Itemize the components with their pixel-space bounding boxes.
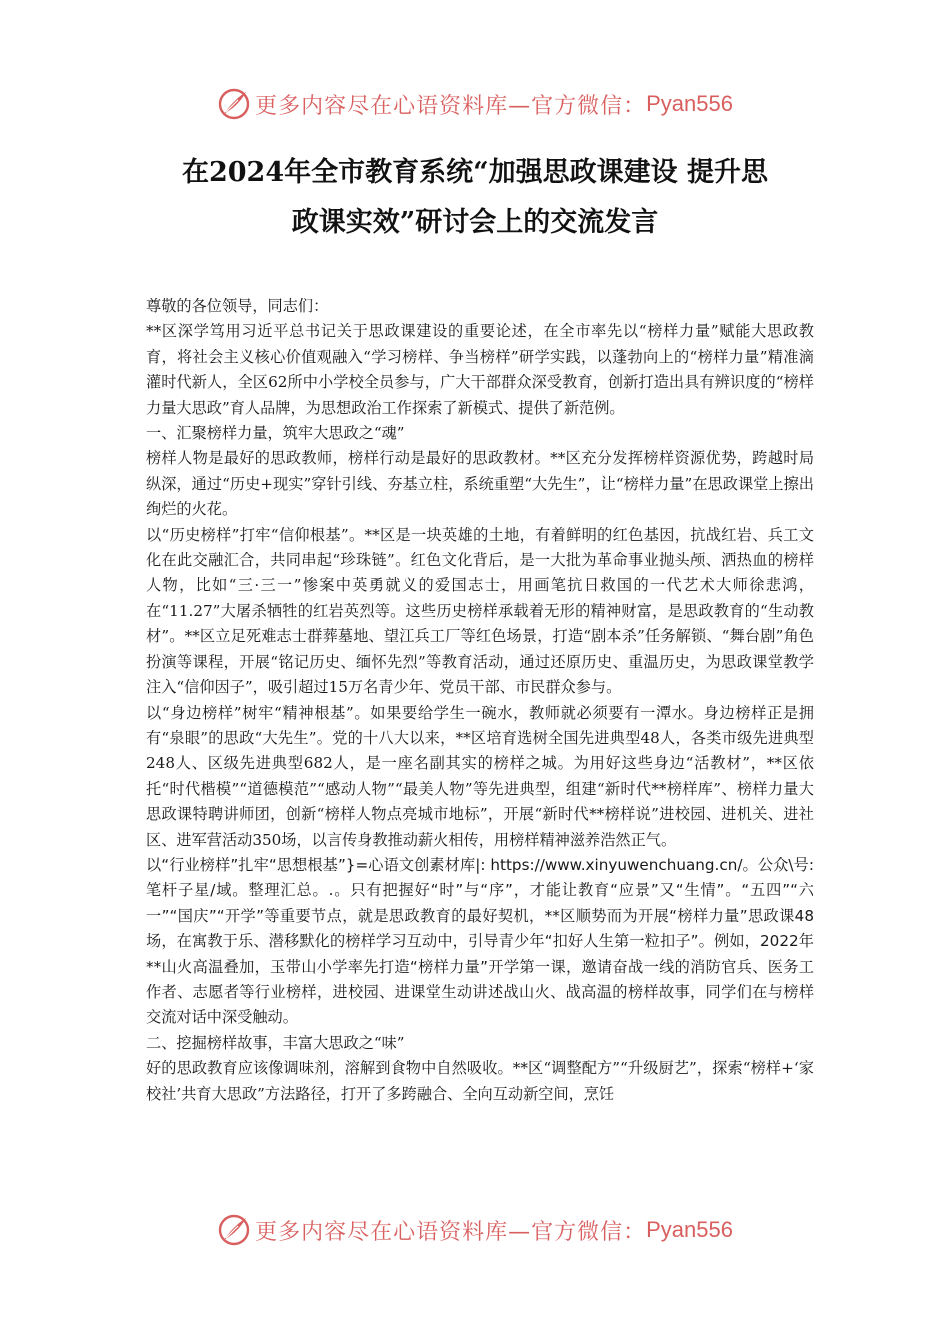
section-heading-1: 一、汇聚榜样力量，筑牢大思政之“魂”	[146, 424, 405, 443]
quill-logo-icon	[217, 1213, 251, 1247]
document-title	[100, 148, 850, 248]
watermark-banner-top	[0, 82, 950, 126]
banner-text: 更多内容尽在心语资料库—官方微信：	[255, 93, 647, 119]
paragraph: 好的思政教育应该像调味剂，溶解到食物中自然吸收。**区“调整配方”“升级厨艺”，探索“榜样+‘家校社’共育大思政”方法路径，打开了多跨融合、全向互动新空间，烹饪	[146, 1059, 814, 1103]
banner-wechat-id: Pyan556	[646, 1217, 733, 1242]
title-line-2: 政课实效”研讨会上的交流发言	[291, 207, 659, 238]
banner-wechat-id: Pyan556	[646, 91, 733, 116]
title-line-1: 在2024年全市教育系统“加强思政课建设 提升思	[181, 157, 769, 188]
quill-logo-icon	[217, 87, 251, 121]
paragraph: 以“身边榜样”树牢“精神根基”。如果要给学生一碗水，教师就必须要有一潭水。身边榜样正是拥有“泉眼”的思政“大先生”。党的十八大以来，**区培育选树全国先进典型48人，各类市级先进典型248人、区级先进典型682人，是一座名副其实的榜样之城。为用好这些身边“活教材”，**区依托“时代楷模”“道德模范”“感动人物”“最美人物”等先进典型，组建“新时代**榜样库”、榜样力量大思政课特聘讲师团，创新“榜样人物点亮城市地标”，开展“新时代**榜样说”进校园、进机关、进社区、进军营活动350场，以言传身教推动薪火相传，用榜样精神滋养浩然正气。	[146, 703, 814, 849]
salutation: 尊敬的各位领导，同志们：	[146, 297, 329, 315]
section-heading-2: 二、挖掘榜样故事，丰富大思政之“味”	[146, 1033, 405, 1052]
document-body	[146, 294, 814, 1107]
watermark-banner-bottom	[0, 1208, 950, 1252]
paragraph: 以“历史榜样”打牢“信仰根基”。**区是一块英雄的土地，有着鲜明的红色基因，抗战红岩、兵工文化在此交融汇合，共同串起“珍珠链”。红色文化背后，是一大批为革命事业抛头颅、洒热血的榜样人物，比如“三·三一”惨案中英勇就义的爱国志士，用画笔抗日救国的一代艺术大师徐悲鸿，在“11.27”大屠杀牺牲的红岩英烈等。这些历史榜样承载着无形的精神财富，是思政教育的“生动教材”。**区立足死难志士群葬墓地、望江兵工厂等红色场景，打造“剧本杀”任务解锁、“舞台剧”角色扮演等课程，开展“铭记历史、缅怀先烈”等教育活动，通过还原历史、重温历史，为思政课堂教学注入“信仰因子”，吸引超过15万名青少年、党员干部、市民群众参与。	[146, 525, 814, 697]
banner-text: 更多内容尽在心语资料库—官方微信：	[255, 1219, 647, 1245]
paragraph-watermarked: 以“行业榜样”扎牢“思想根基”}=心语文创素材库|: https://www.xinyuwenchuang.cn/。公众\号: 笔杆子星/域。整理汇总。.。只有把握好“时”与“序”，才能让教育“应景”又“生情”。“五四”“六一”“国庆”“开学”等重要节点，就是思政教育的最好契机，**区顺势而为开展“榜样力量”思政课48场，在寓教于乐、潜移默化的榜样学习互动中，引导青少年“扣好人生第一粒扣子”。例如，2022年**山火高温叠加，玉带山小学率先打造“榜样力量”开学第一课，邀请奋战一线的消防官兵、医务工作者、志愿者等行业榜样，进校园、进课堂生动讲述战山火、战高温的榜样故事，同学们在与榜样交流对话中深受触动。	[146, 855, 814, 1027]
paragraph-intro: **区深学笃用习近平总书记关于思政课建设的重要论述，在全市率先以“榜样力量”赋能大思政教育，将社会主义核心价值观融入“学习榜样、争当榜样”研学实践，以蓬勃向上的“榜样力量”精准滴灌时代新人，全区62所中小学校全员参与，广大干部群众深受教育，创新打造出具有辨识度的“榜样力量大思政”育人品牌，为思想政治工作探索了新模式、提供了新范例。	[146, 322, 814, 417]
paragraph: 榜样人物是最好的思政教师，榜样行动是最好的思政教材。**区充分发挥榜样资源优势，跨越时局纵深，通过“历史+现实”穿针引线、夯基立柱，系统重塑“大先生”，让“榜样力量”在思政课堂上擦出绚烂的火花。	[146, 449, 814, 519]
